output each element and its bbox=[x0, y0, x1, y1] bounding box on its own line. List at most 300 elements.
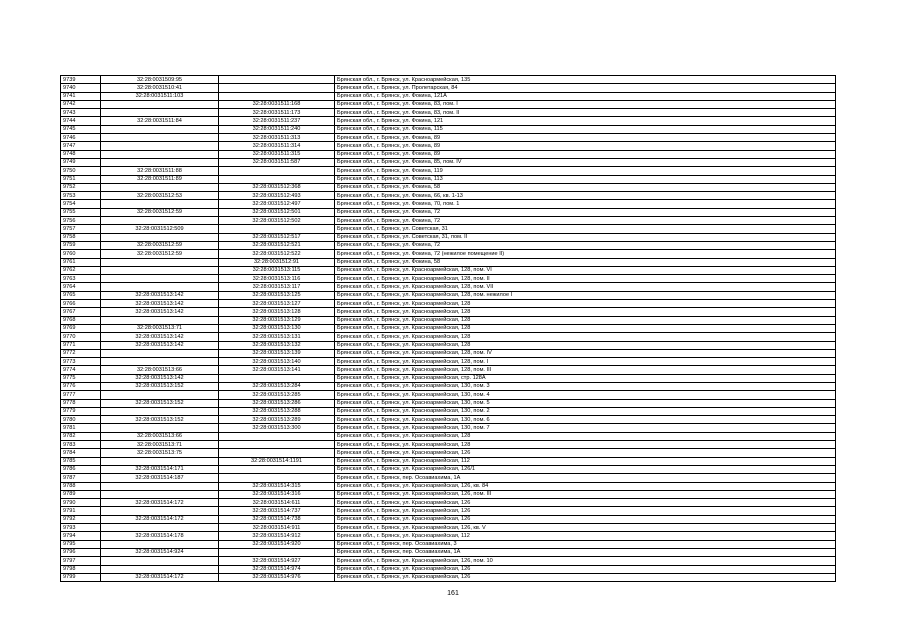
address-cell: Брянская обл., г. Брянск, ул. Советская, 31 bbox=[335, 225, 836, 233]
object-cadastral-number-cell bbox=[219, 175, 335, 183]
row-number-cell: 9761 bbox=[61, 258, 101, 266]
table-row bbox=[61, 573, 836, 581]
table-row bbox=[61, 217, 836, 225]
address-cell: Брянская обл., г. Брянск, ул. Советская, 31, пом. II bbox=[335, 233, 836, 241]
address-cell: Брянская обл., г. Брянск, ул. Красноармейская, 112 bbox=[335, 457, 836, 465]
address-cell: Брянская обл., г. Брянск, ул. Фокина, 113 bbox=[335, 175, 836, 183]
object-cadastral-number-cell bbox=[219, 441, 335, 449]
row-number-cell: 9755 bbox=[61, 208, 101, 216]
land-cadastral-number-cell: 32:28:0031512:53 bbox=[101, 192, 219, 200]
land-cadastral-number-cell bbox=[101, 134, 219, 142]
object-cadastral-number-cell: 32:28:0031512:91 bbox=[219, 258, 335, 266]
address-cell: Брянская обл., г. Брянск, ул. Красноармейская, 128, пом. VI bbox=[335, 266, 836, 274]
address-cell: Брянская обл., г. Брянск, ул. Фокина, 70, пом. 1 bbox=[335, 200, 836, 208]
object-cadastral-number-cell: 32:28:0031513:129 bbox=[219, 316, 335, 324]
land-cadastral-number-cell bbox=[101, 200, 219, 208]
table-row bbox=[61, 233, 836, 241]
table-row bbox=[61, 225, 836, 233]
row-number-cell: 9797 bbox=[61, 557, 101, 565]
address-cell: Брянская обл., г. Брянск, ул. Фокина, 58 bbox=[335, 258, 836, 266]
row-number-cell: 9783 bbox=[61, 441, 101, 449]
land-cadastral-number-cell: 32:28:0031513:71 bbox=[101, 324, 219, 332]
table-row bbox=[61, 324, 836, 332]
row-number-cell: 9752 bbox=[61, 183, 101, 191]
row-number-cell: 9770 bbox=[61, 333, 101, 341]
table-row bbox=[61, 142, 836, 150]
row-number-cell: 9768 bbox=[61, 316, 101, 324]
row-number-cell: 9777 bbox=[61, 391, 101, 399]
row-number-cell: 9775 bbox=[61, 374, 101, 382]
object-cadastral-number-cell: 32:28:0031514:927 bbox=[219, 557, 335, 565]
land-cadastral-number-cell: 32:28:0031511:88 bbox=[101, 167, 219, 175]
object-cadastral-number-cell: 32:28:0031511:173 bbox=[219, 109, 335, 117]
row-number-cell: 9798 bbox=[61, 565, 101, 573]
object-cadastral-number-cell: 32:28:0031514:737 bbox=[219, 507, 335, 515]
row-number-cell: 9773 bbox=[61, 358, 101, 366]
object-cadastral-number-cell bbox=[219, 76, 335, 84]
land-cadastral-number-cell bbox=[101, 358, 219, 366]
row-number-cell: 9765 bbox=[61, 291, 101, 299]
object-cadastral-number-cell: 32:28:0031513:139 bbox=[219, 349, 335, 357]
object-cadastral-number-cell bbox=[219, 432, 335, 440]
row-number-cell: 9785 bbox=[61, 457, 101, 465]
address-cell: Брянская обл., г. Брянск, ул. Красноармейская, 130, пом. 2 bbox=[335, 407, 836, 415]
table-row bbox=[61, 109, 836, 117]
address-cell: Брянская обл., г. Брянск, ул. Красноармейская, 126, кв. V bbox=[335, 524, 836, 532]
object-cadastral-number-cell: 32:28:0031514:611 bbox=[219, 499, 335, 507]
object-cadastral-number-cell: 32:28:0031514:974 bbox=[219, 565, 335, 573]
land-cadastral-number-cell: 32:28:0031512:509 bbox=[101, 225, 219, 233]
row-number-cell: 9740 bbox=[61, 84, 101, 92]
table-row bbox=[61, 125, 836, 133]
row-number-cell: 9762 bbox=[61, 266, 101, 274]
table-row bbox=[61, 557, 836, 565]
object-cadastral-number-cell: 32:28:0031513:289 bbox=[219, 416, 335, 424]
address-cell: Брянская обл., г. Брянск, ул. Красноармейская, 128 bbox=[335, 441, 836, 449]
table-row bbox=[61, 266, 836, 274]
land-cadastral-number-cell: 32:28:0031511:103 bbox=[101, 92, 219, 100]
object-cadastral-number-cell: 32:28:0031512:493 bbox=[219, 192, 335, 200]
land-cadastral-number-cell bbox=[101, 266, 219, 274]
address-cell: Брянская обл., г. Брянск, ул. Красноармейская, 130, пом. 5 bbox=[335, 399, 836, 407]
object-cadastral-number-cell: 32:28:0031511:315 bbox=[219, 150, 335, 158]
land-cadastral-number-cell bbox=[101, 275, 219, 283]
row-number-cell: 9771 bbox=[61, 341, 101, 349]
table-row bbox=[61, 465, 836, 473]
row-number-cell: 9782 bbox=[61, 432, 101, 440]
table-row bbox=[61, 507, 836, 515]
table-row bbox=[61, 432, 836, 440]
row-number-cell: 9792 bbox=[61, 515, 101, 523]
land-cadastral-number-cell bbox=[101, 125, 219, 133]
address-cell: Брянская обл., г. Брянск, ул. Красноармейская, 128, пом. VII bbox=[335, 283, 836, 291]
land-cadastral-number-cell: 32:28:0031514:172 bbox=[101, 515, 219, 523]
row-number-cell: 9753 bbox=[61, 192, 101, 200]
row-number-cell: 9788 bbox=[61, 482, 101, 490]
address-cell: Брянская обл., г. Брянск, ул. Красноармейская, стр. 128А bbox=[335, 374, 836, 382]
object-cadastral-number-cell bbox=[219, 92, 335, 100]
address-cell: Брянская обл., г. Брянск, ул. Фокина, 89 bbox=[335, 150, 836, 158]
land-cadastral-number-cell: 32:28:0031513:66 bbox=[101, 366, 219, 374]
row-number-cell: 9751 bbox=[61, 175, 101, 183]
object-cadastral-number-cell: 32:28:0031513:127 bbox=[219, 300, 335, 308]
address-cell: Брянская обл., г. Брянск, ул. Красноармейская, 128 bbox=[335, 300, 836, 308]
object-cadastral-number-cell: 32:28:0031514:316 bbox=[219, 490, 335, 498]
address-cell: Брянская обл., г. Брянск, ул. Красноармейская, 126 bbox=[335, 515, 836, 523]
object-cadastral-number-cell: 32:28:0031511:237 bbox=[219, 117, 335, 125]
row-number-cell: 9742 bbox=[61, 100, 101, 108]
address-cell: Брянская обл., г. Брянск, ул. Красноармейская, 128 bbox=[335, 432, 836, 440]
object-cadastral-number-cell: 32:28:0031512:497 bbox=[219, 200, 335, 208]
table-row bbox=[61, 183, 836, 191]
table-row bbox=[61, 134, 836, 142]
object-cadastral-number-cell bbox=[219, 474, 335, 482]
address-cell: Брянская обл., г. Брянск, ул. Красноармейская, 128 bbox=[335, 341, 836, 349]
land-cadastral-number-cell: 32:28:0031514:172 bbox=[101, 573, 219, 581]
land-cadastral-number-cell: 32:28:0031513:152 bbox=[101, 399, 219, 407]
table-row bbox=[61, 76, 836, 84]
land-cadastral-number-cell bbox=[101, 316, 219, 324]
land-cadastral-number-cell: 32:28:0031512:59 bbox=[101, 208, 219, 216]
address-cell: Брянская обл., г. Брянск, ул. Красноармейская, 128, пом. III bbox=[335, 366, 836, 374]
row-number-cell: 9791 bbox=[61, 507, 101, 515]
table-row bbox=[61, 374, 836, 382]
row-number-cell: 9759 bbox=[61, 241, 101, 249]
land-cadastral-number-cell bbox=[101, 507, 219, 515]
land-cadastral-number-cell: 32:28:0031513:75 bbox=[101, 449, 219, 457]
row-number-cell: 9769 bbox=[61, 324, 101, 332]
object-cadastral-number-cell: 32:28:0031514:315 bbox=[219, 482, 335, 490]
address-cell: Брянская обл., г. Брянск, ул. Красноармейская, 130, пом. 3 bbox=[335, 382, 836, 390]
address-cell: Брянская обл., г. Брянск, ул. Фокина, 83, пом. II bbox=[335, 109, 836, 117]
table-row bbox=[61, 565, 836, 573]
row-number-cell: 9743 bbox=[61, 109, 101, 117]
land-cadastral-number-cell bbox=[101, 258, 219, 266]
object-cadastral-number-cell: 32:28:0031513:288 bbox=[219, 407, 335, 415]
row-number-cell: 9776 bbox=[61, 382, 101, 390]
land-cadastral-number-cell bbox=[101, 457, 219, 465]
table-row bbox=[61, 150, 836, 158]
land-cadastral-number-cell bbox=[101, 100, 219, 108]
land-cadastral-number-cell bbox=[101, 391, 219, 399]
address-cell: Брянская обл., г. Брянск, ул. Фокина, 66, кв. 1-13 bbox=[335, 192, 836, 200]
land-cadastral-number-cell: 32:28:0031514:924 bbox=[101, 548, 219, 556]
address-cell: Брянская обл., г. Брянск, ул. Красноармейская, 130, пом. 4 bbox=[335, 391, 836, 399]
object-cadastral-number-cell: 32:28:0031514:912 bbox=[219, 532, 335, 540]
land-cadastral-number-cell: 32:28:0031510:41 bbox=[101, 84, 219, 92]
table-row bbox=[61, 175, 836, 183]
row-number-cell: 9796 bbox=[61, 548, 101, 556]
land-cadastral-number-cell bbox=[101, 142, 219, 150]
table-row bbox=[61, 208, 836, 216]
land-cadastral-number-cell: 32:28:0031513:142 bbox=[101, 300, 219, 308]
object-cadastral-number-cell bbox=[219, 449, 335, 457]
land-cadastral-number-cell: 32:28:0031511:84 bbox=[101, 117, 219, 125]
table-row bbox=[61, 515, 836, 523]
table-row bbox=[61, 192, 836, 200]
row-number-cell: 9778 bbox=[61, 399, 101, 407]
row-number-cell: 9744 bbox=[61, 117, 101, 125]
table-row bbox=[61, 416, 836, 424]
land-cadastral-number-cell: 32:28:0031512:59 bbox=[101, 250, 219, 258]
land-cadastral-number-cell bbox=[101, 490, 219, 498]
row-number-cell: 9784 bbox=[61, 449, 101, 457]
address-cell: Брянская обл., г. Брянск, ул. Красноармейская, 128, пом. II bbox=[335, 275, 836, 283]
row-number-cell: 9756 bbox=[61, 217, 101, 225]
address-cell: Брянская обл., г. Брянск, ул. Фокина, 121 bbox=[335, 117, 836, 125]
land-cadastral-number-cell bbox=[101, 557, 219, 565]
address-cell: Брянская обл., г. Брянск, ул. Красноармейская, 130, пом. 7 bbox=[335, 424, 836, 432]
object-cadastral-number-cell: 32:28:0031513:284 bbox=[219, 382, 335, 390]
row-number-cell: 9767 bbox=[61, 308, 101, 316]
table-row bbox=[61, 449, 836, 457]
object-cadastral-number-cell: 32:28:0031512:368 bbox=[219, 183, 335, 191]
table-row bbox=[61, 407, 836, 415]
address-cell: Брянская обл., г. Брянск, ул. Красноармейская, 112 bbox=[335, 532, 836, 540]
land-cadastral-number-cell bbox=[101, 565, 219, 573]
row-number-cell: 9746 bbox=[61, 134, 101, 142]
table-row bbox=[61, 457, 836, 465]
row-number-cell: 9786 bbox=[61, 465, 101, 473]
object-cadastral-number-cell bbox=[219, 548, 335, 556]
table-row bbox=[61, 474, 836, 482]
row-number-cell: 9739 bbox=[61, 76, 101, 84]
address-cell: Брянская обл., г. Брянск, ул. Красноармейская, 126 bbox=[335, 565, 836, 573]
object-cadastral-number-cell: 32:28:0031513:128 bbox=[219, 308, 335, 316]
land-cadastral-number-cell bbox=[101, 407, 219, 415]
row-number-cell: 9760 bbox=[61, 250, 101, 258]
row-number-cell: 9790 bbox=[61, 499, 101, 507]
land-cadastral-number-cell bbox=[101, 183, 219, 191]
table-row bbox=[61, 548, 836, 556]
object-cadastral-number-cell: 32:28:0031514:738 bbox=[219, 515, 335, 523]
table-row bbox=[61, 258, 836, 266]
land-cadastral-number-cell: 32:28:0031514:178 bbox=[101, 532, 219, 540]
address-cell: Брянская обл., г. Брянск, ул. Красноармейская, 126/1 bbox=[335, 465, 836, 473]
table-row bbox=[61, 300, 836, 308]
row-number-cell: 9763 bbox=[61, 275, 101, 283]
address-cell: Брянская обл., г. Брянск, ул. Красноармейская, 128 bbox=[335, 333, 836, 341]
land-cadastral-number-cell bbox=[101, 540, 219, 548]
row-number-cell: 9781 bbox=[61, 424, 101, 432]
address-cell: Брянская обл., г. Брянск, ул. Фокина, 72 bbox=[335, 241, 836, 249]
table-row bbox=[61, 117, 836, 125]
row-number-cell: 9772 bbox=[61, 349, 101, 357]
address-cell: Брянская обл., г. Брянск, ул. Красноармейская, 126 bbox=[335, 449, 836, 457]
table-row bbox=[61, 366, 836, 374]
table-row bbox=[61, 92, 836, 100]
address-cell: Брянская обл., г. Брянск, ул. Фокина, 83, пом. I bbox=[335, 100, 836, 108]
address-cell: Брянская обл., г. Брянск, ул. Красноармейская, 126, кв. 84 bbox=[335, 482, 836, 490]
land-cadastral-number-cell: 32:28:0031513:152 bbox=[101, 382, 219, 390]
object-cadastral-number-cell bbox=[219, 225, 335, 233]
land-cadastral-number-cell bbox=[101, 150, 219, 158]
address-cell: Брянская обл., г. Брянск, ул. Красноармейская, 128 bbox=[335, 308, 836, 316]
row-number-cell: 9789 bbox=[61, 490, 101, 498]
table-row bbox=[61, 540, 836, 548]
table-row bbox=[61, 308, 836, 316]
address-cell: Брянская обл., г. Брянск, ул. Красноармейская, 126 bbox=[335, 499, 836, 507]
object-cadastral-number-cell: 32:28:0031511:587 bbox=[219, 158, 335, 166]
table-row bbox=[61, 499, 836, 507]
table-row bbox=[61, 391, 836, 399]
address-cell: Брянская обл., г. Брянск, ул. Красноармейская, 126 bbox=[335, 507, 836, 515]
address-cell: Брянская обл., г. Брянск, пер. Осоавиахима, 3 bbox=[335, 540, 836, 548]
row-number-cell: 9764 bbox=[61, 283, 101, 291]
land-cadastral-number-cell: 32:28:0031514:187 bbox=[101, 474, 219, 482]
land-cadastral-number-cell: 32:28:0031513:142 bbox=[101, 308, 219, 316]
object-cadastral-number-cell: 32:28:0031513:300 bbox=[219, 424, 335, 432]
object-cadastral-number-cell: 32:28:0031513:285 bbox=[219, 391, 335, 399]
address-cell: Брянская обл., г. Брянск, ул. Фокина, 72 bbox=[335, 217, 836, 225]
row-number-cell: 9779 bbox=[61, 407, 101, 415]
object-cadastral-number-cell: 32:28:0031512:502 bbox=[219, 217, 335, 225]
land-cadastral-number-cell bbox=[101, 109, 219, 117]
object-cadastral-number-cell: 32:28:0031513:116 bbox=[219, 275, 335, 283]
table-row bbox=[61, 158, 836, 166]
land-cadastral-number-cell bbox=[101, 349, 219, 357]
address-cell: Брянская обл., г. Брянск, ул. Фокина, 89 bbox=[335, 142, 836, 150]
land-cadastral-number-cell: 32:28:0031512:59 bbox=[101, 241, 219, 249]
address-cell: Брянская обл., г. Брянск, ул. Красноармейская, 128, пом. IV bbox=[335, 349, 836, 357]
address-cell: Брянская обл., г. Брянск, ул. Фокина, 58 bbox=[335, 183, 836, 191]
object-cadastral-number-cell: 32:28:0031514:976 bbox=[219, 573, 335, 581]
table-row bbox=[61, 291, 836, 299]
table-row bbox=[61, 490, 836, 498]
land-cadastral-number-cell bbox=[101, 158, 219, 166]
address-cell: Брянская обл., г. Брянск, ул. Фокина, 121А bbox=[335, 92, 836, 100]
object-cadastral-number-cell: 32:28:0031511:314 bbox=[219, 142, 335, 150]
object-cadastral-number-cell: 32:28:0031513:131 bbox=[219, 333, 335, 341]
land-cadastral-number-cell: 32:28:0031513:66 bbox=[101, 432, 219, 440]
land-cadastral-number-cell: 32:28:0031513:142 bbox=[101, 374, 219, 382]
table-row bbox=[61, 424, 836, 432]
table-row bbox=[61, 532, 836, 540]
register-table-body bbox=[61, 76, 836, 582]
table-row bbox=[61, 482, 836, 490]
object-cadastral-number-cell bbox=[219, 465, 335, 473]
land-cadastral-number-cell bbox=[101, 217, 219, 225]
row-number-cell: 9766 bbox=[61, 300, 101, 308]
row-number-cell: 9793 bbox=[61, 524, 101, 532]
row-number-cell: 9799 bbox=[61, 573, 101, 581]
object-cadastral-number-cell: 32:28:0031513:125 bbox=[219, 291, 335, 299]
object-cadastral-number-cell: 32:28:0031512:517 bbox=[219, 233, 335, 241]
table-row bbox=[61, 382, 836, 390]
address-cell: Брянская обл., г. Брянск, ул. Красноармейская, 130, пом. 6 bbox=[335, 416, 836, 424]
address-cell: Брянская обл., г. Брянск, ул. Красноармейская, 126, пом. III bbox=[335, 490, 836, 498]
row-number-cell: 9757 bbox=[61, 225, 101, 233]
object-cadastral-number-cell: 32:28:0031512:501 bbox=[219, 208, 335, 216]
address-cell: Брянская обл., г. Брянск, ул. Фокина, 119 bbox=[335, 167, 836, 175]
address-cell: Брянская обл., г. Брянск, ул. Красноармейская, 128, пом. нежилое I bbox=[335, 291, 836, 299]
object-cadastral-number-cell: 32:28:0031513:115 bbox=[219, 266, 335, 274]
object-cadastral-number-cell bbox=[219, 84, 335, 92]
table-row bbox=[61, 524, 836, 532]
land-cadastral-number-cell: 32:28:0031509:95 bbox=[101, 76, 219, 84]
row-number-cell: 9745 bbox=[61, 125, 101, 133]
land-cadastral-number-cell: 32:28:0031511:89 bbox=[101, 175, 219, 183]
table-row bbox=[61, 241, 836, 249]
row-number-cell: 9741 bbox=[61, 92, 101, 100]
row-number-cell: 9750 bbox=[61, 167, 101, 175]
row-number-cell: 9747 bbox=[61, 142, 101, 150]
table-row bbox=[61, 316, 836, 324]
object-cadastral-number-cell: 32:28:0031512:522 bbox=[219, 250, 335, 258]
object-cadastral-number-cell: 32:28:0031512:521 bbox=[219, 241, 335, 249]
register-table bbox=[60, 75, 836, 582]
land-cadastral-number-cell bbox=[101, 424, 219, 432]
land-cadastral-number-cell bbox=[101, 283, 219, 291]
row-number-cell: 9795 bbox=[61, 540, 101, 548]
table-row bbox=[61, 283, 836, 291]
land-cadastral-number-cell: 32:28:0031513:142 bbox=[101, 291, 219, 299]
land-cadastral-number-cell bbox=[101, 524, 219, 532]
address-cell: Брянская обл., г. Брянск, ул. Красноармейская, 128 bbox=[335, 316, 836, 324]
land-cadastral-number-cell: 32:28:0031513:142 bbox=[101, 333, 219, 341]
table-row bbox=[61, 333, 836, 341]
table-row bbox=[61, 84, 836, 92]
object-cadastral-number-cell: 32:28:0031514:1191 bbox=[219, 457, 335, 465]
land-cadastral-number-cell: 32:28:0031513:142 bbox=[101, 341, 219, 349]
object-cadastral-number-cell bbox=[219, 167, 335, 175]
land-cadastral-number-cell bbox=[101, 482, 219, 490]
object-cadastral-number-cell: 32:28:0031514:920 bbox=[219, 540, 335, 548]
address-cell: Брянская обл., г. Брянск, ул. Пролетарская, 84 bbox=[335, 84, 836, 92]
address-cell: Брянская обл., г. Брянск, пер. Осоавиахима, 1А bbox=[335, 548, 836, 556]
table-row bbox=[61, 349, 836, 357]
address-cell: Брянская обл., г. Брянск, ул. Фокина, 85, пом. IV bbox=[335, 158, 836, 166]
row-number-cell: 9748 bbox=[61, 150, 101, 158]
object-cadastral-number-cell: 32:28:0031511:313 bbox=[219, 134, 335, 142]
address-cell: Брянская обл., г. Брянск, ул. Красноармейская, 128, пом. I bbox=[335, 358, 836, 366]
page-number: 161 bbox=[447, 590, 459, 597]
table-row bbox=[61, 341, 836, 349]
address-cell: Брянская обл., г. Брянск, пер. Осоавиахима, 1А bbox=[335, 474, 836, 482]
row-number-cell: 9774 bbox=[61, 366, 101, 374]
address-cell: Брянская обл., г. Брянск, ул. Фокина, 72 bbox=[335, 208, 836, 216]
object-cadastral-number-cell: 32:28:0031513:117 bbox=[219, 283, 335, 291]
row-number-cell: 9787 bbox=[61, 474, 101, 482]
land-cadastral-number-cell: 32:28:0031513:152 bbox=[101, 416, 219, 424]
land-cadastral-number-cell: 32:28:0031514:172 bbox=[101, 499, 219, 507]
row-number-cell: 9749 bbox=[61, 158, 101, 166]
table-row bbox=[61, 358, 836, 366]
table-row bbox=[61, 167, 836, 175]
table-row bbox=[61, 200, 836, 208]
table-row bbox=[61, 399, 836, 407]
address-cell: Брянская обл., г. Брянск, ул. Красноармейская, 128 bbox=[335, 324, 836, 332]
address-cell: Брянская обл., г. Брянск, ул. Красноармейская, 126 bbox=[335, 573, 836, 581]
row-number-cell: 9758 bbox=[61, 233, 101, 241]
address-cell: Брянская обл., г. Брянск, ул. Фокина, 89 bbox=[335, 134, 836, 142]
row-number-cell: 9780 bbox=[61, 416, 101, 424]
object-cadastral-number-cell: 32:28:0031513:140 bbox=[219, 358, 335, 366]
address-cell: Брянская обл., г. Брянск, ул. Красноармейская, 126, пом. 10 bbox=[335, 557, 836, 565]
address-cell: Брянская обл., г. Брянск, ул. Красноармейская, 135 bbox=[335, 76, 836, 84]
address-cell: Брянская обл., г. Брянск, ул. Фокина, 72 (нежилое помещение II) bbox=[335, 250, 836, 258]
land-cadastral-number-cell: 32:28:0031514:171 bbox=[101, 465, 219, 473]
table-row bbox=[61, 250, 836, 258]
object-cadastral-number-cell: 32:28:0031511:168 bbox=[219, 100, 335, 108]
land-cadastral-number-cell bbox=[101, 233, 219, 241]
object-cadastral-number-cell: 32:28:0031514:911 bbox=[219, 524, 335, 532]
object-cadastral-number-cell: 32:28:0031513:141 bbox=[219, 366, 335, 374]
row-number-cell: 9754 bbox=[61, 200, 101, 208]
object-cadastral-number-cell: 32:28:0031513:130 bbox=[219, 324, 335, 332]
table-row bbox=[61, 275, 836, 283]
row-number-cell: 9794 bbox=[61, 532, 101, 540]
